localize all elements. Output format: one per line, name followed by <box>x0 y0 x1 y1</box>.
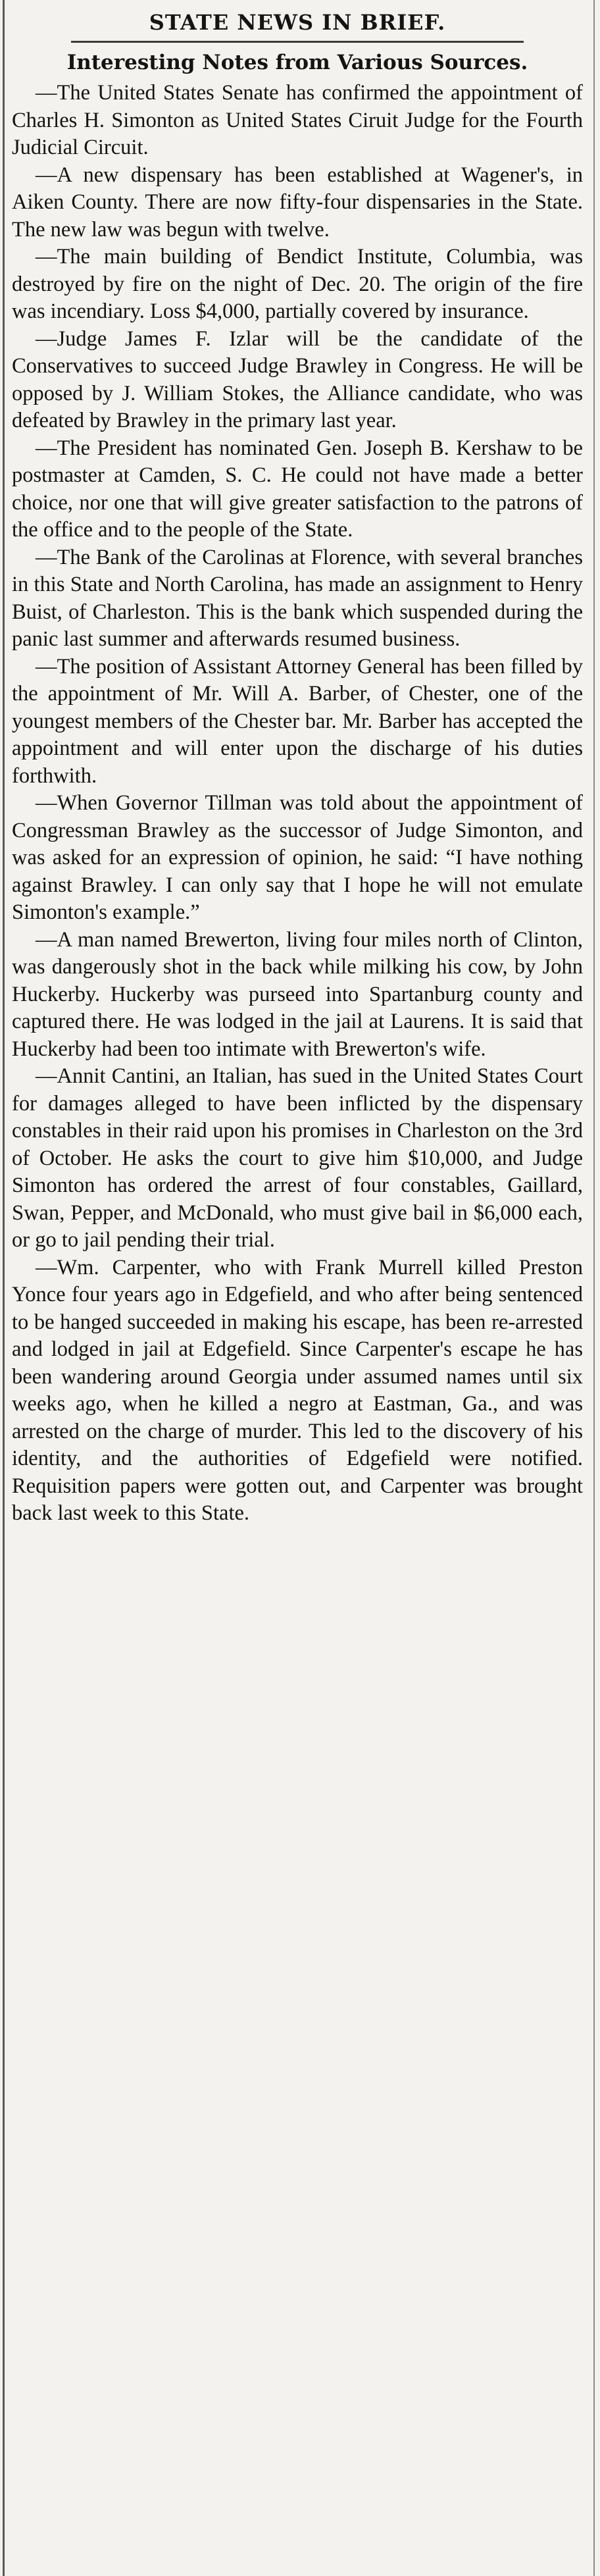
news-item-kershaw-postmaster: —The President has nominated Gen. Joseph B. Kershaw to be postmaster at Camden, S. C. He could not have made a better choice, nor one that will give greater satisfaction to the patrons of the office and to the people of the State. <box>12 436 583 542</box>
column-rule-right <box>593 0 595 2576</box>
news-item-tillman-on-brawley: —When Governor Tillman was told about the appointment of Congressman Brawley as the successor of Judge Simonton, and was asked for an expression of opinion, he said: “I have nothing against Brawley. I can only say that I hope he will not emulate Simonton's example.” <box>12 791 583 924</box>
news-item-wageners-dispensary: —A new dispensary has been established at Wagener's, in Aiken County. There are now fifty-four dispensaries in the State. The new law was begun with twelve. <box>12 163 583 242</box>
headline: STATE NEWS IN BRIEF. <box>149 10 446 35</box>
subheadline: Interesting Notes from Various Sources. <box>66 51 528 74</box>
news-item-cantini-lawsuit: —Annit Cantini, an Italian, has sued in the United States Court for damages alleged to have been inflicted by the dispensary constables in their raid upon his promises in Charleston on the 3rd of October. He asks the court to give him $10,000, and Judge Simonton has ordered the arrest of four constables, Gaillard, Swan, Pepper, and McDonald, who must give bail in $6,000 each, or go to jail pending their trial. <box>12 1064 583 1252</box>
headline-divider <box>71 41 524 43</box>
news-item-carpenter-rearrest: —Wm. Carpenter, who with Frank Murrell killed Preston Yonce four years ago in Edgefield, and who after being sentenced to be hanged succeeded in making his escape, has been re-arrested and lodged in jail at Edgefield. Since Carpenter's escape he has been wandering around Georgia under assumed names until six weeks ago, when he killed a negro at Eastman, Ga., and was arrested on the charge of murder. This led to the discovery of his identity, and the authorities of Edgefield were notified. Requisition papers were gotten out, and Carpenter was brought back last week to this State. <box>12 1255 583 1525</box>
news-item-brewerton-shooting: —A man named Brewerton, living four miles north of Clinton, was dangerously shot in the back while milking his cow, by John Huckerby. Huckerby was purseed into Spartanburg county and captured there. He was lodged in the jail at Laurens. It is said that Huckerby had been too intimate with Brewerton's wife. <box>12 927 583 1061</box>
column-rule-left <box>3 0 5 2576</box>
news-item-senate-confirmation: —The United States Senate has confirmed the appointment of Charles H. Simonton as United States Ciruit Judge for the Fourth Judicial Circuit. <box>12 81 583 159</box>
news-item-bank-of-carolinas: —The Bank of the Carolinas at Florence, with several branches in this State and North Carolina, has made an assignment to Henry Buist, of Charleston. This is the bank which suspended during the panic last summer and afterwards resumed business. <box>12 545 583 651</box>
news-item-bendict-institute-fire: —The main building of Bendict Institute, Columbia, was destroyed by fire on the night of Dec. 20. The origin of the fire was incendiary. Loss $4,000, partially covered by insurance. <box>12 245 583 323</box>
news-item-assistant-attorney-general: —The position of Assistant Attorney General has been filled by the appointment of Mr. Will A. Barber, of Chester, one of the youngest members of the Chester bar. Mr. Barber has accepted the appointment and will enter upon the discharge of his duties forthwith. <box>12 654 583 788</box>
news-item-izlar-candidacy: —Judge James F. Izlar will be the candidate of the Conservatives to succeed Judge Brawley in Congress. He will be opposed by J. William Stokes, the Alliance candidate, who was defeated by Brawley in the primary last year. <box>12 326 583 432</box>
